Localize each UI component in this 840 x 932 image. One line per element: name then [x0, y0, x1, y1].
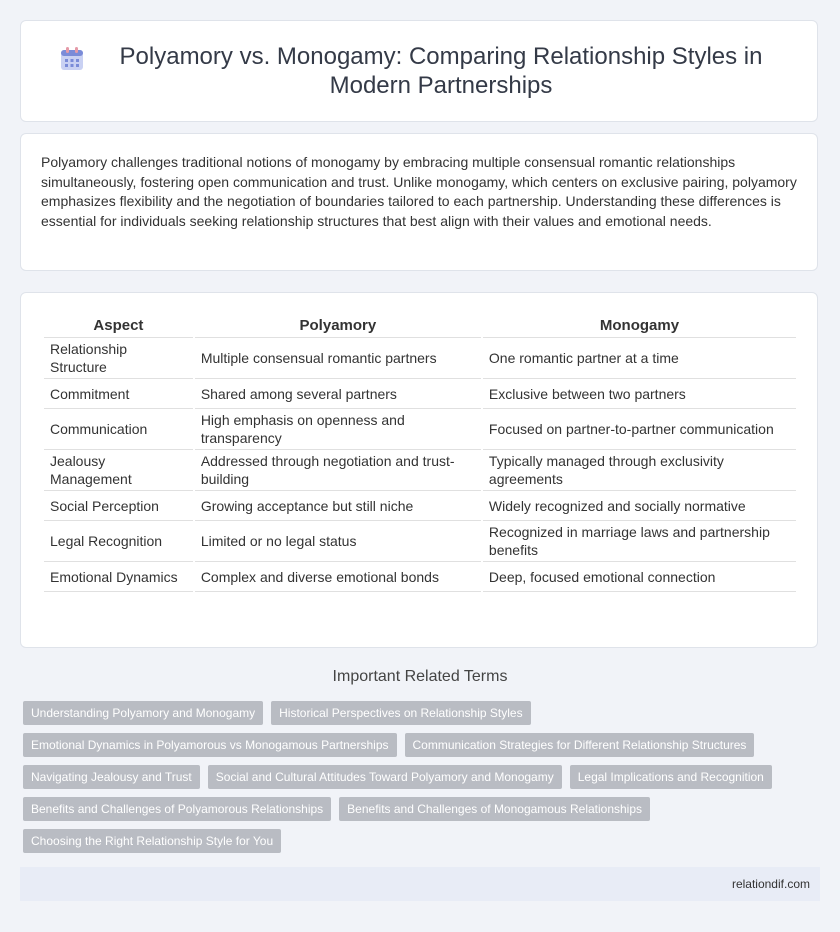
- tag-row: [23, 829, 803, 853]
- cell-polyamory: Multiple consensual romantic partners: [195, 338, 481, 379]
- tag-row: [23, 765, 803, 789]
- related-term-tag[interactable]: Emotional Dynamics in Polyamorous vs Monogamous Partnerships: [23, 733, 397, 757]
- cell-monogamy: Recognized in marriage laws and partnership benefits: [483, 521, 796, 562]
- related-term-tag[interactable]: Navigating Jealousy and Trust: [23, 765, 200, 789]
- cell-polyamory: Complex and diverse emotional bonds: [195, 562, 481, 592]
- cell-aspect: Legal Recognition: [44, 521, 193, 562]
- footer: [20, 867, 820, 901]
- cell-aspect: Jealousy Management: [44, 450, 193, 491]
- cell-aspect: Relationship Structure: [44, 338, 193, 379]
- intro-paragraph: Polyamory challenges traditional notions of monogamy by embracing multiple consensual romantic relationships simultaneously, fostering open communication and trust. Unlike monogamy, which centers on exclusive pairing, polyamory emphasizes flexibility and the negotiation of boundaries tailored to each partnership. Understanding these differences is essential for individuals seeking relationship structures that best align with their values and emotional needs.: [41, 154, 797, 229]
- calendar-icon: [59, 46, 85, 72]
- table-row: [44, 379, 796, 409]
- cell-polyamory: High emphasis on openness and transparency: [195, 409, 481, 450]
- header-polyamory: Polyamory: [195, 309, 481, 338]
- related-term-tag[interactable]: Benefits and Challenges of Polyamorous Relationships: [23, 797, 331, 821]
- related-term-tag[interactable]: Social and Cultural Attitudes Toward Polyamory and Monogamy: [208, 765, 562, 789]
- cell-polyamory: Shared among several partners: [195, 379, 481, 409]
- page-title: Polyamory vs. Monogamy: Comparing Relationship Styles in Modern Partnerships: [119, 43, 763, 99]
- related-term-tag[interactable]: Legal Implications and Recognition: [570, 765, 772, 789]
- cell-monogamy: Focused on partner-to-partner communication: [483, 409, 796, 450]
- cell-aspect: Commitment: [44, 379, 193, 409]
- cell-polyamory: Addressed through negotiation and trust-building: [195, 450, 481, 491]
- header-aspect: Aspect: [44, 309, 193, 338]
- table-row: [44, 491, 796, 521]
- table-row: [44, 338, 796, 379]
- cell-monogamy: Typically managed through exclusivity agreements: [483, 450, 796, 491]
- table-row: [44, 409, 796, 450]
- related-terms-list: [23, 701, 803, 861]
- cell-aspect: Social Perception: [44, 491, 193, 521]
- related-term-tag[interactable]: Choosing the Right Relationship Style for You: [23, 829, 281, 853]
- table-header-row: [44, 309, 796, 338]
- cell-aspect: Emotional Dynamics: [44, 562, 193, 592]
- cell-aspect: Communication: [44, 409, 193, 450]
- related-term-tag[interactable]: Understanding Polyamory and Monogamy: [23, 701, 263, 725]
- related-term-tag[interactable]: Communication Strategies for Different Relationship Structures: [405, 733, 755, 757]
- cell-monogamy: Widely recognized and socially normative: [483, 491, 796, 521]
- cell-monogamy: Exclusive between two partners: [483, 379, 796, 409]
- table-row: [44, 562, 796, 592]
- intro-card: [20, 133, 818, 271]
- tag-row: [23, 797, 803, 821]
- related-terms-title: Important Related Terms: [332, 668, 508, 685]
- table-row: [44, 521, 796, 562]
- title-wrap: [59, 42, 779, 100]
- footer-site-link[interactable]: relationdif.com: [731, 877, 810, 891]
- comparison-table: [42, 309, 798, 592]
- cell-polyamory: Limited or no legal status: [195, 521, 481, 562]
- tag-row: [23, 701, 803, 725]
- tag-row: [23, 733, 803, 757]
- table-row: [44, 450, 796, 491]
- cell-monogamy: One romantic partner at a time: [483, 338, 796, 379]
- cell-polyamory: Growing acceptance but still niche: [195, 491, 481, 521]
- related-term-tag[interactable]: Historical Perspectives on Relationship Styles: [271, 701, 530, 725]
- related-term-tag[interactable]: Benefits and Challenges of Monogamous Relationships: [339, 797, 650, 821]
- title-card: [20, 20, 818, 122]
- comparison-card: [20, 292, 818, 648]
- header-monogamy: Monogamy: [483, 309, 796, 338]
- cell-monogamy: Deep, focused emotional connection: [483, 562, 796, 592]
